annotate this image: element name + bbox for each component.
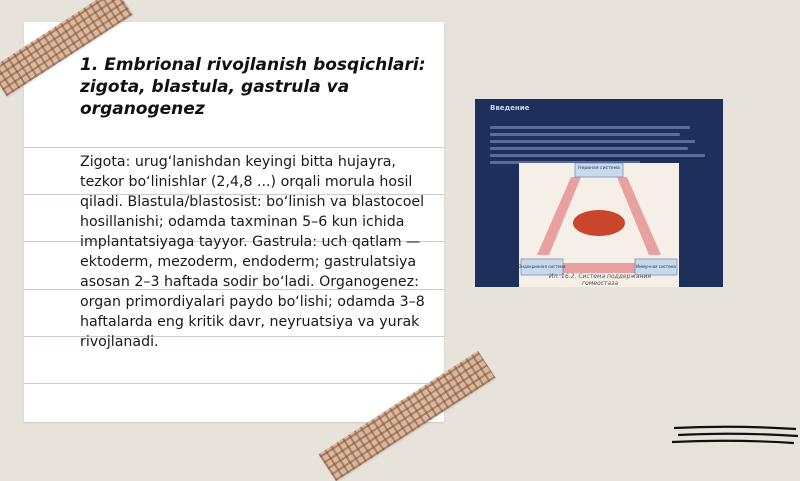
ruled-line [24, 147, 444, 148]
node-left-label: Эндокринная система [519, 264, 566, 269]
blurred-text-line [490, 133, 680, 136]
deco-line [672, 441, 794, 443]
homeostasis-diagram-svg [519, 163, 679, 287]
ruled-line [24, 383, 444, 384]
homeostasis-figure [475, 99, 723, 287]
center-node [573, 210, 625, 236]
deco-line [674, 427, 796, 429]
decorative-lines [672, 424, 800, 446]
arrow-left [537, 177, 581, 255]
node-right-label: Иммунная система [635, 264, 677, 269]
homeostasis-diagram [519, 163, 679, 287]
deco-line [678, 434, 798, 436]
arrow-bottom [559, 263, 639, 273]
blurred-text-line [490, 140, 695, 143]
blurred-text-line [490, 147, 688, 150]
notebook-paper [24, 22, 444, 422]
node-top-label: Нервная система [578, 166, 620, 171]
blurred-text-line [490, 154, 705, 157]
blurred-text-line [490, 126, 690, 129]
slide-body-text: Zigota: urugʻlanishdan keyingi bitta hujayra, tezkor boʻlinishlar (2,4,8 ...) orqali morula hosil qiladi. Blastula/blastosist: boʻlinish va blastocoel hosillanishi; odamda taxminan 5–6 kun ichida implantatsiyaga tayyor. Gastrula: uch qatlam — ektoderm, mezoderm, endoderm; gastrulatsiya asosan 2–3 haftada sodir boʻladi. Organogenez: organ primordiyalari paydo boʻlishi; odamda 3–8 haftalarda eng kritik davr, neyruatsiya va yurak rivojlanadi. [80, 154, 425, 350]
arrow-right [617, 177, 661, 255]
slide-title: 1. Embrional rivojlanish bosqichlari: zigota, blastula, gastrula va organogenez [80, 55, 426, 119]
figure-caption: Ил. 16.2. Система поддержания гомеостаза [549, 273, 651, 287]
figure-heading: Введение [490, 104, 530, 112]
